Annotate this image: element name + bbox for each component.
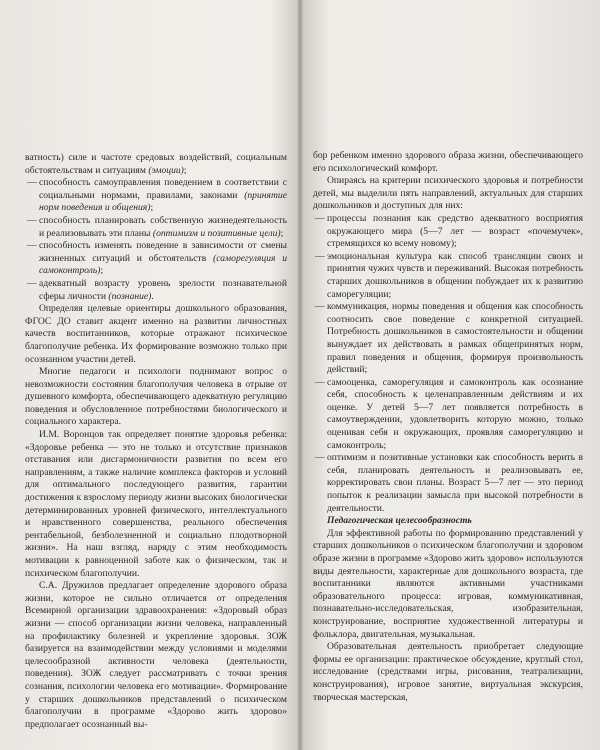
list-item: — способность планировать собственную жизнедеятельность и реализовывать эти планы (оптимизм и позитивные цели); [27, 214, 287, 239]
paragraph: Для эффективной работы по формированию представлений у старших дошкольников о психическом благополучии и здоровом образе жизни в программе «Здорово жить здорово» используются виды деятельности, характерные для дошкольного возраста, где воспитанники являются активными участниками образовательного процесса: игровая, коммуникативная, познавательно-исследовательская, изобразительная, конструирование, восприятие художественной литературы и фольклора, двигательная, музыкальная. [313, 527, 583, 640]
left-intro: ватность) силе и частоте средовых воздействий, социальным обстоятельствам и ситуациям (эмоции); [25, 152, 287, 176]
list-item: — адекватный возрасту уровень зрелости познавательной сферы личности (познание). [27, 277, 287, 302]
paragraph: И.М. Воронцов так определяет понятие здоровья ребенка: «Здоровье ребенка — это не только и отсутствие признаков отставания или дисгармоничности развития по всем его направлениям, а также наличие комплекса факторов и условий для оптимального последующего развития, гарантии достижения к взрослому периоду жизни высоких биологически детерминированных уровней физического, интеллектуального и нравственного совершенства, реального обеспечения рентабельной, безболезненной и социально плодотворной жизни». На наш взгляд, наряду с этим необходимость мотивации к равноценной заботе как о физическом, так и психическом благополучии. [25, 429, 287, 579]
left-page [25, 152, 287, 731]
list-item: — процессы познания как средство адекватного восприятия окружающего мира (5—7 лет — возраст «почемучек», стремящихся ко всему новому); [315, 212, 583, 250]
paragraph: Многие педагоги и психологи поднимают вопрос о невозможности состояния благополучия человека в отрыве от душевного комфорта, обеспечивающего адекватную регуляцию поведения и обусловленное потребностями биологического и социального характера. [25, 366, 287, 428]
paragraph: С.А. Дружилов предлагает определение здорового образа жизни, которое не сильно отличается от определения Всемирной организации здравоохранения: «Здоровый образ жизни — способ организации жизни человека, направленный на профилактику болезней и укрепление здоровья. ЗОЖ базируется на взаимодействии между условиями и моделями целесообразной активности человека (деятельности, поведения). ЗОЖ следует рассматривать с точки зрения сознания, психологии человека его мотивации». Формирование у старших дошкольников представлений о психическом благополучии в программе «Здорово жить здорово» предполагает осознанный вы- [25, 580, 287, 730]
list-item: — самооценка, саморегуляция и самоконтроль как осознание себя, способность к целенаправленным действиям и их оценке. У детей 5—7 лет появляется потребность в самоутверждении, удовлетворить которую можно, только оценивая себя и окружающих, проявляя саморегуляцию и самоконтроль; [315, 376, 583, 451]
section-heading: Педагогическая целесообразность [327, 515, 472, 527]
right-intro: бор ребенком именно здорового образа жизни, обеспечивающего его психологический комфорт. [313, 150, 583, 174]
paragraph: Образовательная деятельность приобретает следующие формы ее организации: практическое обсуждение, круглый стол, исследование (средствами игры, рисования, театрализации, конструирования), игровое занятие, виртуальная экскурсия, творческая мастерская, [313, 641, 583, 703]
paragraph: Определяя целевые ориентиры дошкольного образования, ФГОС ДО ставит акцент именно на развитии личностных качеств воспитанников, которые отражают психическое благополучие ребенка. Их формирование возможно только при осознанном участии детей. [25, 303, 287, 365]
list-item: — эмоциональная культура как способ трансляции своих и принятия чужих чувств и переживаний. Высокая потребность старших дошкольников в общении побуждает их к развитию саморегуляции; [315, 250, 583, 300]
list-item: — способность изменять поведение в зависимости от смены жизненных ситуаций и обстоятельств (саморегуляция и самоконтроль); [27, 240, 287, 277]
paragraph: Опираясь на критерии психического здоровья и потребности детей, мы выделили пять направлений, актуальных для старших дошкольников и доступных для них: [313, 175, 583, 212]
list-item: — оптимизм и позитивные установки как способность верить в себя, планировать деятельность и реализовывать ее, корректировать свои планы. Возраст 5—7 лет — это период попыток к реализации замысла при высокой потребности в деятельности. [315, 452, 583, 514]
list-item: — коммуникация, нормы поведения и общения как способность соотносить свое поведение с конкретной ситуацией. Потребность дошкольников в самостоятельности и общении вынуждает их действовать в рамках общепринятых норм, правил поведения и общения, формируя произвольность действий; [315, 301, 583, 376]
right-page [313, 150, 583, 704]
list-item: — способность самоуправления поведением в соответствии с социальными нормами, правилами, законами (принятие норм поведения и общения); [27, 177, 287, 214]
